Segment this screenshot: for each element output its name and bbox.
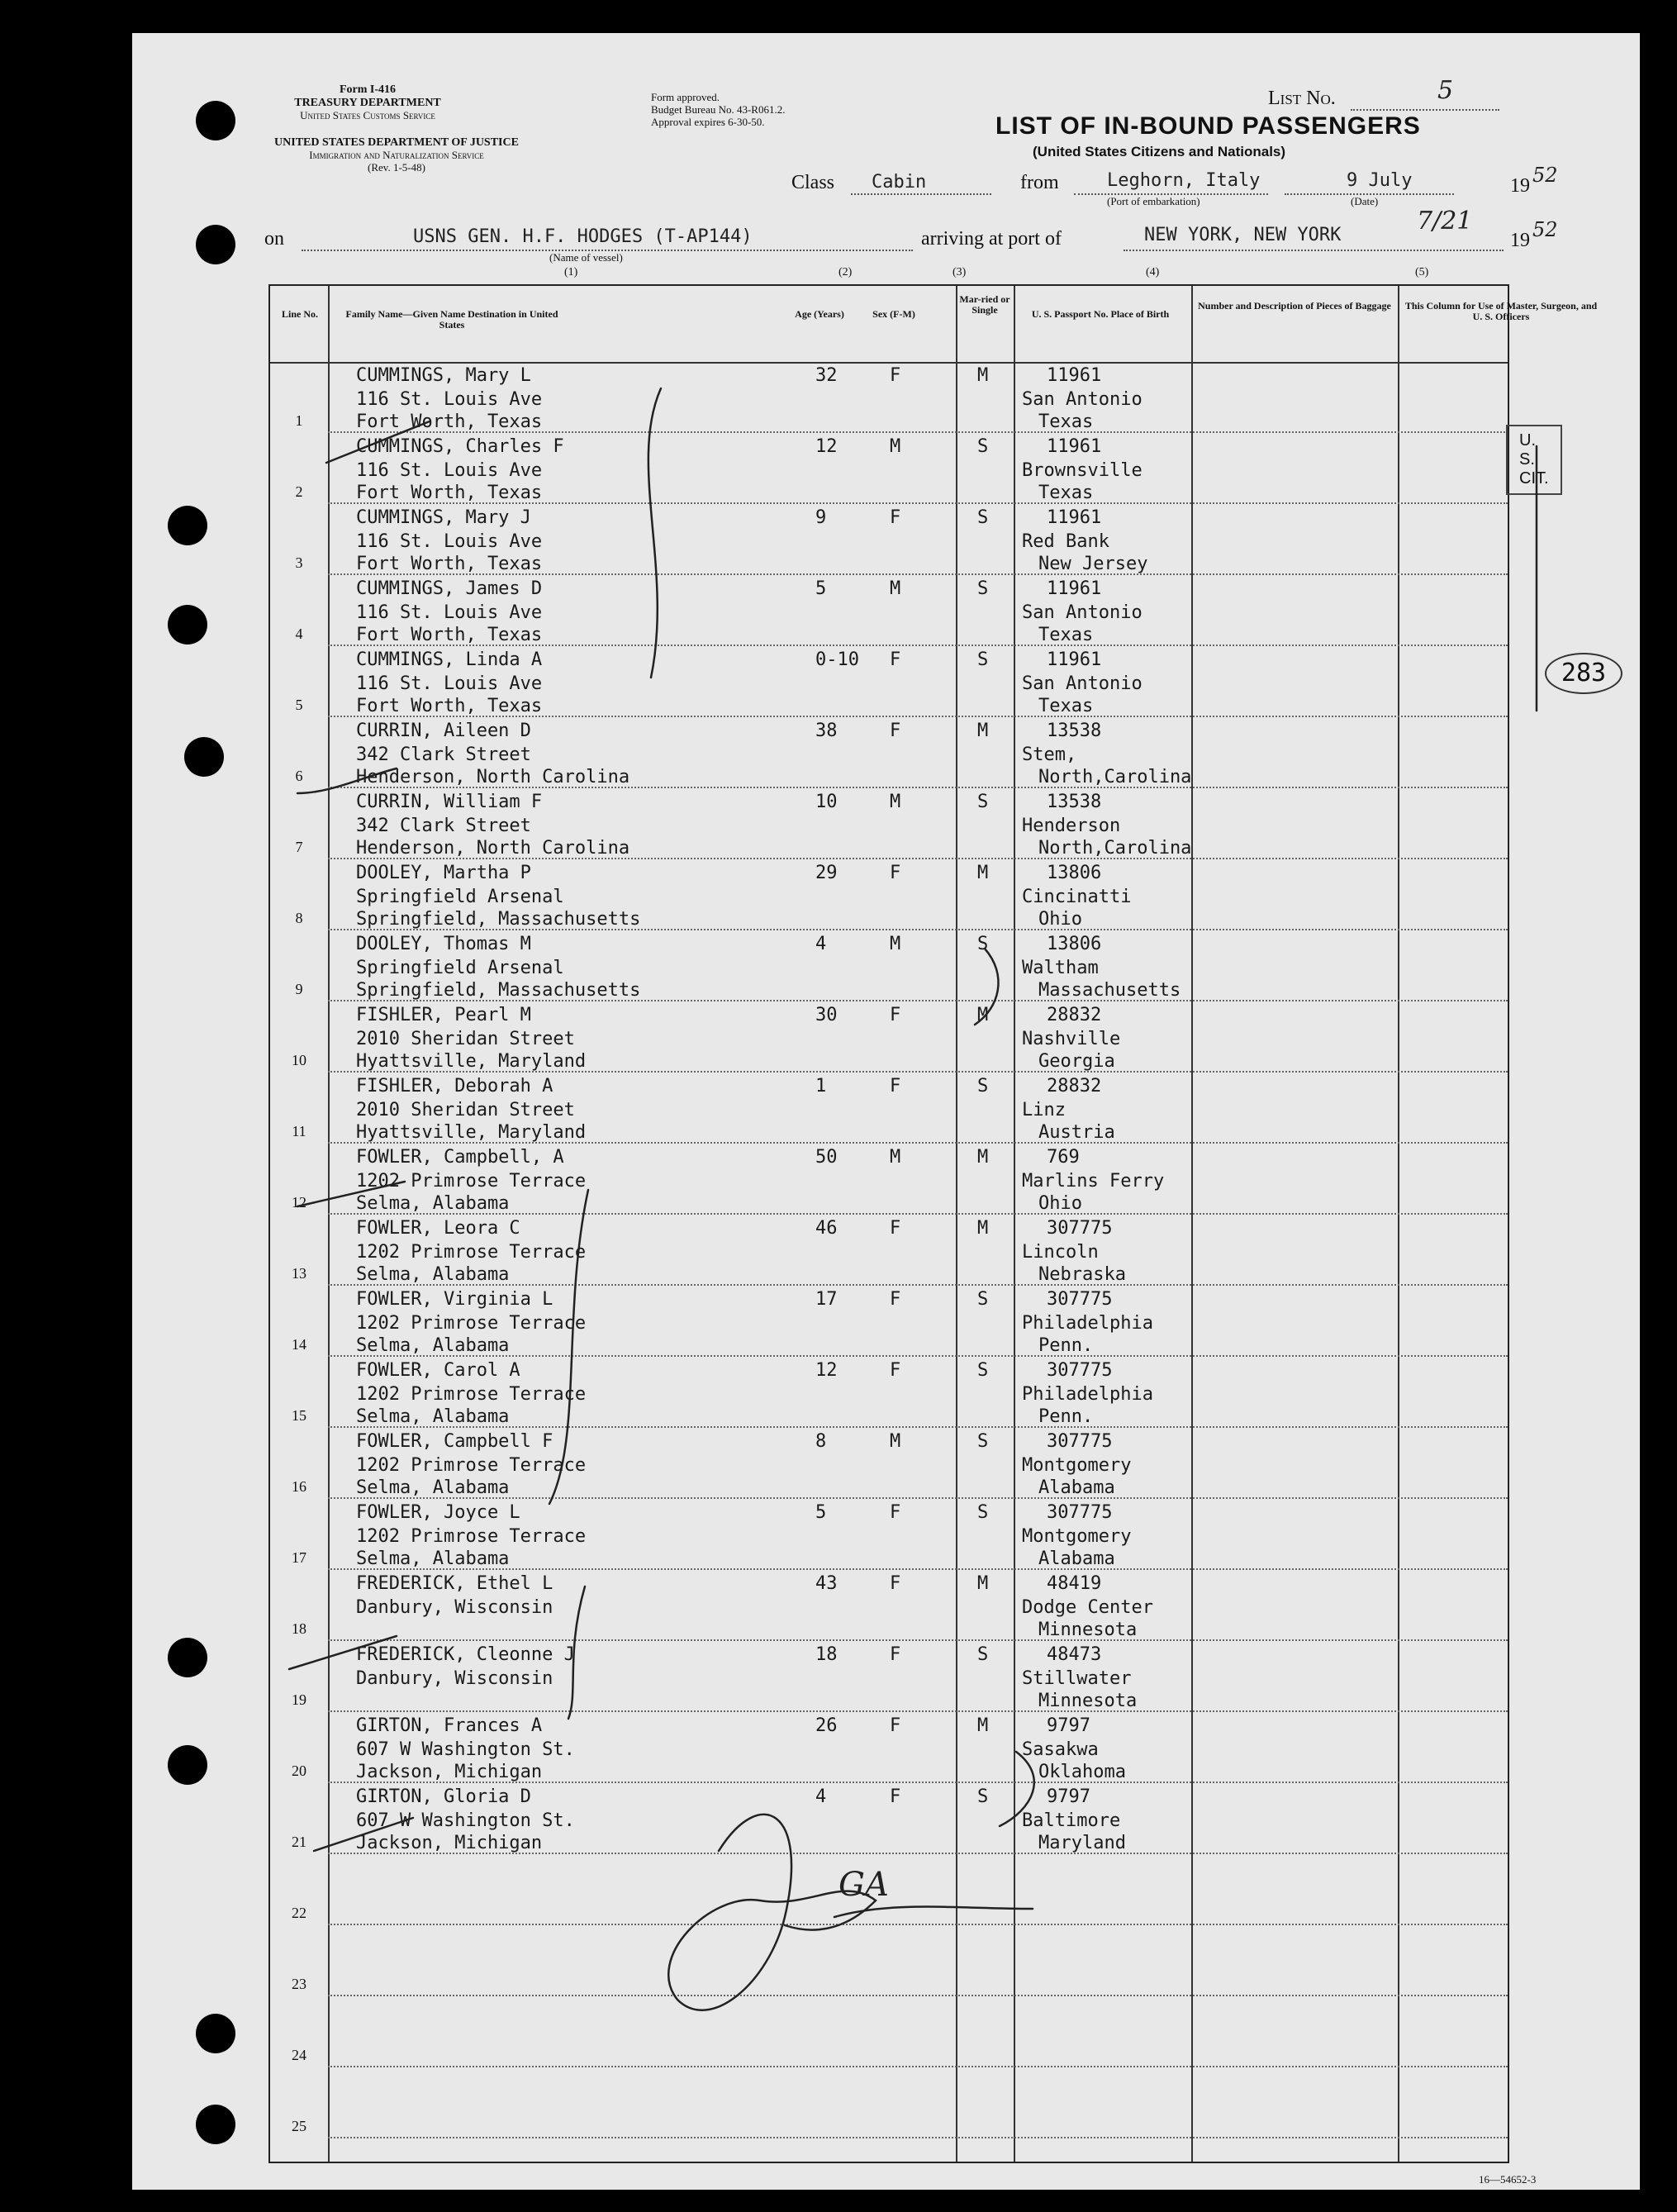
passenger-marital-status: S — [977, 1360, 989, 1381]
passenger-age: 43 — [815, 1573, 838, 1594]
passenger-name: FOWLER, Carol A — [356, 1360, 520, 1381]
passenger-age: 4 — [815, 1786, 827, 1807]
passenger-address-2: Selma, Alabama — [356, 1548, 510, 1569]
passport-number: 28832 — [1047, 1076, 1102, 1096]
passenger-marital-status: S — [977, 436, 989, 457]
column-number-5: (5) — [1415, 266, 1429, 278]
punch-hole — [184, 737, 224, 777]
passenger-address-1: 1202 Primrose Terrace — [356, 1455, 587, 1476]
passenger-address-2: Fort Worth, Texas — [356, 625, 543, 645]
birth-place-state: Texas — [1038, 696, 1094, 716]
passenger-age: 18 — [815, 1644, 838, 1665]
from-label: from — [1020, 172, 1059, 193]
punch-hole — [168, 1638, 207, 1677]
passenger-name: CUMMINGS, Linda A — [356, 649, 543, 670]
birth-place-state: Texas — [1038, 411, 1094, 432]
birth-place-state: Alabama — [1038, 1548, 1115, 1569]
passenger-name: FISHLER, Deborah A — [356, 1076, 553, 1096]
passenger-name: DOOLEY, Thomas M — [356, 934, 531, 954]
birth-place-state: Texas — [1038, 625, 1094, 645]
passenger-address-1: 607 W Washington St. — [356, 1810, 575, 1831]
passenger-name: DOOLEY, Martha P — [356, 863, 531, 883]
passenger-address-1: 116 St. Louis Ave — [356, 389, 543, 410]
passenger-marital-status: S — [977, 1289, 989, 1310]
passenger-address-2: Hyattsville, Maryland — [356, 1051, 587, 1072]
line-number: 24 — [292, 2047, 306, 2063]
passenger-sex: M — [890, 1147, 901, 1168]
on-label: on — [264, 228, 284, 250]
document-page — [132, 33, 1640, 2190]
passenger-address-1: 1202 Primrose Terrace — [356, 1313, 587, 1334]
vessel-name: USNS GEN. H.F. HODGES (T-AP144) — [413, 226, 753, 247]
passenger-age: 26 — [815, 1715, 838, 1736]
passenger-sex: M — [890, 436, 901, 457]
passenger-marital-status: M — [977, 1005, 989, 1025]
form-approved: Form approved. — [651, 91, 720, 103]
birth-place-city: Philadelphia — [1022, 1313, 1153, 1334]
passport-number: 307775 — [1047, 1431, 1113, 1452]
check-curve-2 — [1000, 1752, 1034, 1826]
line-number: 23 — [292, 1976, 306, 1992]
passenger-sex: F — [890, 1644, 901, 1665]
passenger-age: 9 — [815, 507, 827, 528]
punch-hole — [168, 1745, 207, 1785]
header-officers: This Column for Use of Master, Surgeon, and U. S. Officers — [1404, 300, 1598, 322]
passenger-sex: F — [890, 1360, 901, 1381]
passenger-name: FOWLER, Campbell F — [356, 1431, 553, 1452]
birth-place-city: Dodge Center — [1022, 1597, 1153, 1618]
passenger-sex: F — [890, 1005, 901, 1025]
approval-expires: Approval expires 6-30-50. — [651, 116, 765, 128]
birth-place-state: Penn. — [1038, 1335, 1094, 1356]
passenger-address-2: Fort Worth, Texas — [356, 411, 543, 432]
passenger-age: 32 — [815, 365, 838, 386]
passenger-sex: F — [890, 365, 901, 386]
passport-number: 11961 — [1047, 436, 1102, 457]
passenger-address-1: Springfield Arsenal — [356, 887, 564, 907]
passport-number: 307775 — [1047, 1289, 1113, 1310]
passenger-marital-status: S — [977, 792, 989, 812]
passport-number: 13806 — [1047, 863, 1102, 883]
passport-number: 13538 — [1047, 792, 1102, 812]
passenger-address-1: Springfield Arsenal — [356, 958, 564, 978]
line-number: 11 — [292, 1123, 306, 1139]
punch-hole — [196, 101, 235, 140]
passenger-marital-status: S — [977, 649, 989, 670]
passenger-marital-status: S — [977, 1431, 989, 1452]
passenger-address-1: Danbury, Wisconsin — [356, 1668, 553, 1689]
handwritten-initials: GA — [838, 1866, 889, 1904]
passenger-sex: F — [890, 507, 901, 528]
passenger-name: FOWLER, Campbell, A — [356, 1147, 564, 1168]
line-number: 9 — [295, 981, 303, 997]
passenger-sex: M — [890, 578, 901, 599]
header-married: Mar-ried or Single — [959, 293, 1010, 316]
passenger-marital-status: M — [977, 1573, 989, 1594]
line-number: 15 — [292, 1407, 306, 1424]
birth-place-state: Alabama — [1038, 1477, 1115, 1498]
birth-place-city: San Antonio — [1022, 602, 1143, 623]
departure-year-prefix: 19 — [1510, 175, 1530, 197]
passport-number: 11961 — [1047, 578, 1102, 599]
passenger-address-1: 116 St. Louis Ave — [356, 460, 543, 481]
passenger-address-1: Danbury, Wisconsin — [356, 1597, 553, 1618]
passenger-sex: M — [890, 934, 901, 954]
passport-number: 307775 — [1047, 1502, 1113, 1523]
birth-place-city: San Antonio — [1022, 673, 1143, 694]
passport-number: 307775 — [1047, 1360, 1113, 1381]
header-baggage: Number and Description of Pieces of Baggage — [1198, 300, 1391, 312]
print-code: 16—54652-3 — [1479, 2173, 1537, 2186]
date-caption: (Date) — [1351, 195, 1379, 207]
birth-place-state: Austria — [1038, 1122, 1115, 1143]
passenger-marital-status: S — [977, 1644, 989, 1665]
passenger-age: 10 — [815, 792, 838, 812]
tick-row-12 — [297, 1182, 405, 1206]
passenger-address-1: 1202 Primrose Terrace — [356, 1242, 587, 1263]
line-number: 19 — [292, 1691, 306, 1708]
passenger-address-1: 1202 Primrose Terrace — [356, 1384, 587, 1405]
birth-place-city: Montgomery — [1022, 1455, 1132, 1476]
punch-hole — [168, 605, 207, 645]
line-number: 10 — [292, 1052, 306, 1068]
line-number: 22 — [292, 1905, 306, 1921]
punch-hole — [168, 506, 207, 545]
birth-place-city: Sasakwa — [1022, 1739, 1099, 1760]
passport-number: 48473 — [1047, 1644, 1102, 1665]
passenger-address-2: Fort Worth, Texas — [356, 554, 543, 574]
passenger-address-1: 342 Clark Street — [356, 744, 531, 765]
passenger-address-1: 1202 Primrose Terrace — [356, 1526, 587, 1547]
class-label: Class — [791, 172, 835, 193]
passenger-address-2: Springfield, Massachusetts — [356, 980, 641, 1001]
passenger-sex: F — [890, 721, 901, 741]
line-number: 5 — [295, 697, 303, 713]
line-number: 14 — [292, 1336, 306, 1353]
arrival-year: 52 — [1532, 218, 1558, 241]
header-age: Age (Years) — [795, 308, 844, 320]
line-number: 6 — [295, 768, 303, 784]
port-of-embarkation: Leghorn, Italy — [1107, 170, 1261, 191]
passenger-name: CUMMINGS, James D — [356, 578, 543, 599]
tick-row-18 — [289, 1636, 397, 1669]
bracket-fowler — [549, 1190, 588, 1504]
customs-service: United States Customs Service — [300, 109, 435, 121]
birth-place-city: Stillwater — [1022, 1668, 1132, 1689]
line-number: 25 — [292, 2118, 306, 2134]
passenger-name: FISHLER, Pearl M — [356, 1005, 531, 1025]
passenger-age: 5 — [815, 1502, 827, 1523]
passport-number: 28832 — [1047, 1005, 1102, 1025]
birth-place-state: New Jersey — [1038, 554, 1148, 574]
line-number: 7 — [295, 839, 303, 855]
check-curve-1 — [975, 949, 999, 1025]
passenger-address-2: Hyattsville, Maryland — [356, 1122, 587, 1143]
passenger-name: CUMMINGS, Mary J — [356, 507, 531, 528]
passport-number: 769 — [1047, 1147, 1080, 1168]
passenger-name: CURRIN, William F — [356, 792, 543, 812]
passenger-address-2: Selma, Alabama — [356, 1264, 510, 1285]
arriving-label: arriving at port of — [921, 228, 1062, 250]
bracket-cummings — [648, 388, 661, 678]
passenger-age: 5 — [815, 578, 827, 599]
passenger-age: 12 — [815, 436, 838, 457]
passenger-sex: M — [890, 1431, 901, 1452]
us-citizen-stamp: U. S. CIT. — [1506, 425, 1562, 495]
class-value: Cabin — [872, 172, 927, 193]
passenger-sex: F — [890, 1218, 901, 1239]
list-no-label: List No. — [1268, 88, 1336, 109]
passenger-marital-status: S — [977, 934, 989, 954]
passenger-sex: F — [890, 1573, 901, 1594]
line-number: 16 — [292, 1478, 306, 1495]
passenger-address-1: 116 St. Louis Ave — [356, 531, 543, 552]
passenger-marital-status: S — [977, 1786, 989, 1807]
treasury-dept: TREASURY DEPARTMENT — [294, 97, 441, 109]
birth-place-city: Cincinatti — [1022, 887, 1132, 907]
birth-place-city: Red Bank — [1022, 531, 1109, 552]
header-name: Family Name—Given Name Destination in United States — [345, 308, 558, 331]
passenger-name: GIRTON, Gloria D — [356, 1786, 531, 1807]
tick-row-21 — [314, 1818, 413, 1851]
passport-number: 11961 — [1047, 649, 1102, 670]
arrival-port: NEW YORK, NEW YORK — [1144, 225, 1342, 245]
passenger-age: 8 — [815, 1431, 827, 1452]
birth-place-state: Ohio — [1038, 909, 1082, 930]
passenger-address-2: Henderson, North Carolina — [356, 767, 630, 787]
passenger-age: 4 — [815, 934, 827, 954]
line-number: 8 — [295, 910, 303, 926]
passenger-address-2: Fort Worth, Texas — [356, 696, 543, 716]
birth-place-city: Waltham — [1022, 958, 1099, 978]
birth-place-state: Penn. — [1038, 1406, 1094, 1427]
passenger-marital-status: S — [977, 578, 989, 599]
passport-number: 307775 — [1047, 1218, 1113, 1239]
passenger-marital-status: S — [977, 507, 989, 528]
embarkation-caption: (Port of embarkation) — [1107, 195, 1200, 207]
list-no-value: 5 — [1437, 76, 1454, 105]
passenger-marital-status: S — [977, 1076, 989, 1096]
birth-place-city: San Antonio — [1022, 389, 1143, 410]
line-number: 21 — [292, 1834, 306, 1850]
passenger-address-2: Selma, Alabama — [356, 1193, 510, 1214]
passenger-age: 46 — [815, 1218, 838, 1239]
punch-hole — [196, 2014, 235, 2053]
arrival-date: 7/21 — [1417, 207, 1473, 235]
passenger-sex: F — [890, 1289, 901, 1310]
passenger-address-1: 2010 Sheridan Street — [356, 1100, 575, 1120]
vessel-caption: (Name of vessel) — [549, 251, 623, 264]
birth-place-city: Linz — [1022, 1100, 1066, 1120]
tick-row-6 — [297, 768, 397, 793]
birth-place-state: Minnesota — [1038, 1620, 1138, 1640]
line-number: 3 — [295, 554, 303, 571]
passenger-sex: F — [890, 649, 901, 670]
passenger-address-1: 1202 Primrose Terrace — [356, 1171, 587, 1192]
header-sex: Sex (F-M) — [872, 308, 915, 320]
birth-place-state: Texas — [1038, 483, 1094, 503]
passenger-address-2: Selma, Alabama — [356, 1477, 510, 1498]
birth-place-state: North,Carolina — [1038, 838, 1192, 859]
passport-number: 13538 — [1047, 721, 1102, 741]
line-number: 13 — [292, 1265, 306, 1282]
form-revision: (Rev. 1-5-48) — [368, 161, 425, 174]
passenger-address-2: Springfield, Massachusetts — [356, 909, 641, 930]
passenger-marital-status: M — [977, 365, 989, 386]
passenger-name: FOWLER, Virginia L — [356, 1289, 553, 1310]
justice-dept: UNITED STATES DEPARTMENT OF JUSTICE — [274, 136, 519, 149]
column-number-3: (3) — [953, 266, 967, 278]
passenger-age: 38 — [815, 721, 838, 741]
ins-name: Immigration and Naturalization Service — [309, 149, 484, 161]
page-subtitle: (United States Citizens and Nationals) — [1033, 144, 1286, 159]
line-number: 4 — [295, 626, 303, 642]
passenger-name: CUMMINGS, Charles F — [356, 436, 564, 457]
passenger-name: GIRTON, Frances A — [356, 1715, 543, 1736]
passenger-address-2: Selma, Alabama — [356, 1406, 510, 1427]
birth-place-city: Lincoln — [1022, 1242, 1099, 1263]
passenger-age: 12 — [815, 1360, 838, 1381]
budget-bureau: Budget Bureau No. 43-R061.2. — [651, 103, 786, 116]
departure-date: 9 July — [1347, 170, 1413, 191]
signature — [668, 1815, 876, 2010]
passenger-name: FREDERICK, Ethel L — [356, 1573, 553, 1594]
passport-number: 11961 — [1047, 507, 1102, 528]
passenger-age: 30 — [815, 1005, 838, 1025]
passenger-marital-status: M — [977, 1147, 989, 1168]
passport-number: 11961 — [1047, 365, 1102, 386]
birth-place-city: Nashville — [1022, 1029, 1121, 1049]
birth-place-state: Oklahoma — [1038, 1762, 1126, 1782]
passenger-name: FOWLER, Joyce L — [356, 1502, 520, 1523]
birth-place-state: Maryland — [1038, 1833, 1126, 1853]
passenger-sex: M — [890, 792, 901, 812]
birth-place-city: Baltimore — [1022, 1810, 1121, 1831]
punch-hole — [196, 2105, 235, 2144]
passenger-sex: F — [890, 1502, 901, 1523]
passenger-address-2: Henderson, North Carolina — [356, 838, 630, 859]
passenger-address-1: 607 W Washington St. — [356, 1739, 575, 1760]
line-number: 18 — [292, 1620, 306, 1637]
birth-place-city: Brownsville — [1022, 460, 1143, 481]
bracket-frederick — [568, 1586, 585, 1719]
passenger-sex: F — [890, 1076, 901, 1096]
passenger-address-2: Fort Worth, Texas — [356, 483, 543, 503]
birth-place-state: Ohio — [1038, 1193, 1082, 1214]
birth-place-state: Georgia — [1038, 1051, 1115, 1072]
passenger-marital-status: M — [977, 721, 989, 741]
passenger-address-2: Jackson, Michigan — [356, 1762, 543, 1782]
passenger-marital-status: S — [977, 1502, 989, 1523]
passenger-sex: F — [890, 1715, 901, 1736]
passenger-name: CUMMINGS, Mary L — [356, 365, 531, 386]
passenger-age: 0-10 — [815, 649, 859, 670]
birth-place-state: North,Carolina — [1038, 767, 1192, 787]
birth-place-city: Stem, — [1022, 744, 1077, 765]
tick-row-1 — [326, 421, 430, 463]
birth-place-state: Nebraska — [1038, 1264, 1126, 1285]
column-number-1: (1) — [564, 266, 578, 278]
birth-place-city: Philadelphia — [1022, 1384, 1153, 1405]
passenger-name: CURRIN, Aileen D — [356, 721, 531, 741]
line-number: 2 — [295, 483, 303, 500]
birth-place-state: Massachusetts — [1038, 980, 1181, 1001]
circled-number: 283 — [1545, 653, 1622, 694]
passenger-address-1: 116 St. Louis Ave — [356, 602, 543, 623]
line-number: 12 — [292, 1194, 306, 1211]
page-title: LIST OF IN-BOUND PASSENGERS — [995, 112, 1421, 140]
passenger-age: 1 — [815, 1076, 827, 1096]
line-number: 20 — [292, 1762, 306, 1779]
departure-year: 52 — [1532, 164, 1558, 187]
handwriting-overlay — [132, 33, 1640, 2190]
header-line-no: Line No. — [281, 308, 318, 320]
passenger-name: FREDERICK, Cleonne J — [356, 1644, 575, 1665]
passenger-address-1: 342 Clark Street — [356, 816, 531, 836]
passenger-marital-status: M — [977, 863, 989, 883]
passport-number: 9797 — [1047, 1786, 1090, 1807]
column-number-4: (4) — [1146, 266, 1160, 278]
passport-number: 13806 — [1047, 934, 1102, 954]
arrival-year-prefix: 19 — [1510, 230, 1530, 251]
passenger-age: 50 — [815, 1147, 838, 1168]
birth-place-state: Minnesota — [1038, 1691, 1138, 1711]
passenger-marital-status: M — [977, 1218, 989, 1239]
passenger-address-1: 116 St. Louis Ave — [356, 673, 543, 694]
birth-place-city: Marlins Ferry — [1022, 1171, 1165, 1192]
passenger-name: FOWLER, Leora C — [356, 1218, 520, 1239]
birth-place-city: Henderson — [1022, 816, 1121, 836]
form-number: Form I-416 — [339, 83, 397, 96]
passenger-marital-status: M — [977, 1715, 989, 1736]
passenger-age: 29 — [815, 863, 838, 883]
passenger-address-2: Jackson, Michigan — [356, 1833, 543, 1853]
punch-hole — [196, 225, 235, 264]
column-number-2: (2) — [838, 266, 853, 278]
line-number: 1 — [295, 412, 303, 429]
passenger-sex: F — [890, 1786, 901, 1807]
passenger-address-1: 2010 Sheridan Street — [356, 1029, 575, 1049]
header-passport: U. S. Passport No. Place of Birth — [1031, 308, 1170, 320]
passenger-address-2: Selma, Alabama — [356, 1335, 510, 1356]
passenger-sex: F — [890, 863, 901, 883]
passport-number: 9797 — [1047, 1715, 1090, 1736]
line-number: 17 — [292, 1549, 306, 1566]
birth-place-city: Montgomery — [1022, 1526, 1132, 1547]
passport-number: 48419 — [1047, 1573, 1102, 1594]
passenger-age: 17 — [815, 1289, 838, 1310]
